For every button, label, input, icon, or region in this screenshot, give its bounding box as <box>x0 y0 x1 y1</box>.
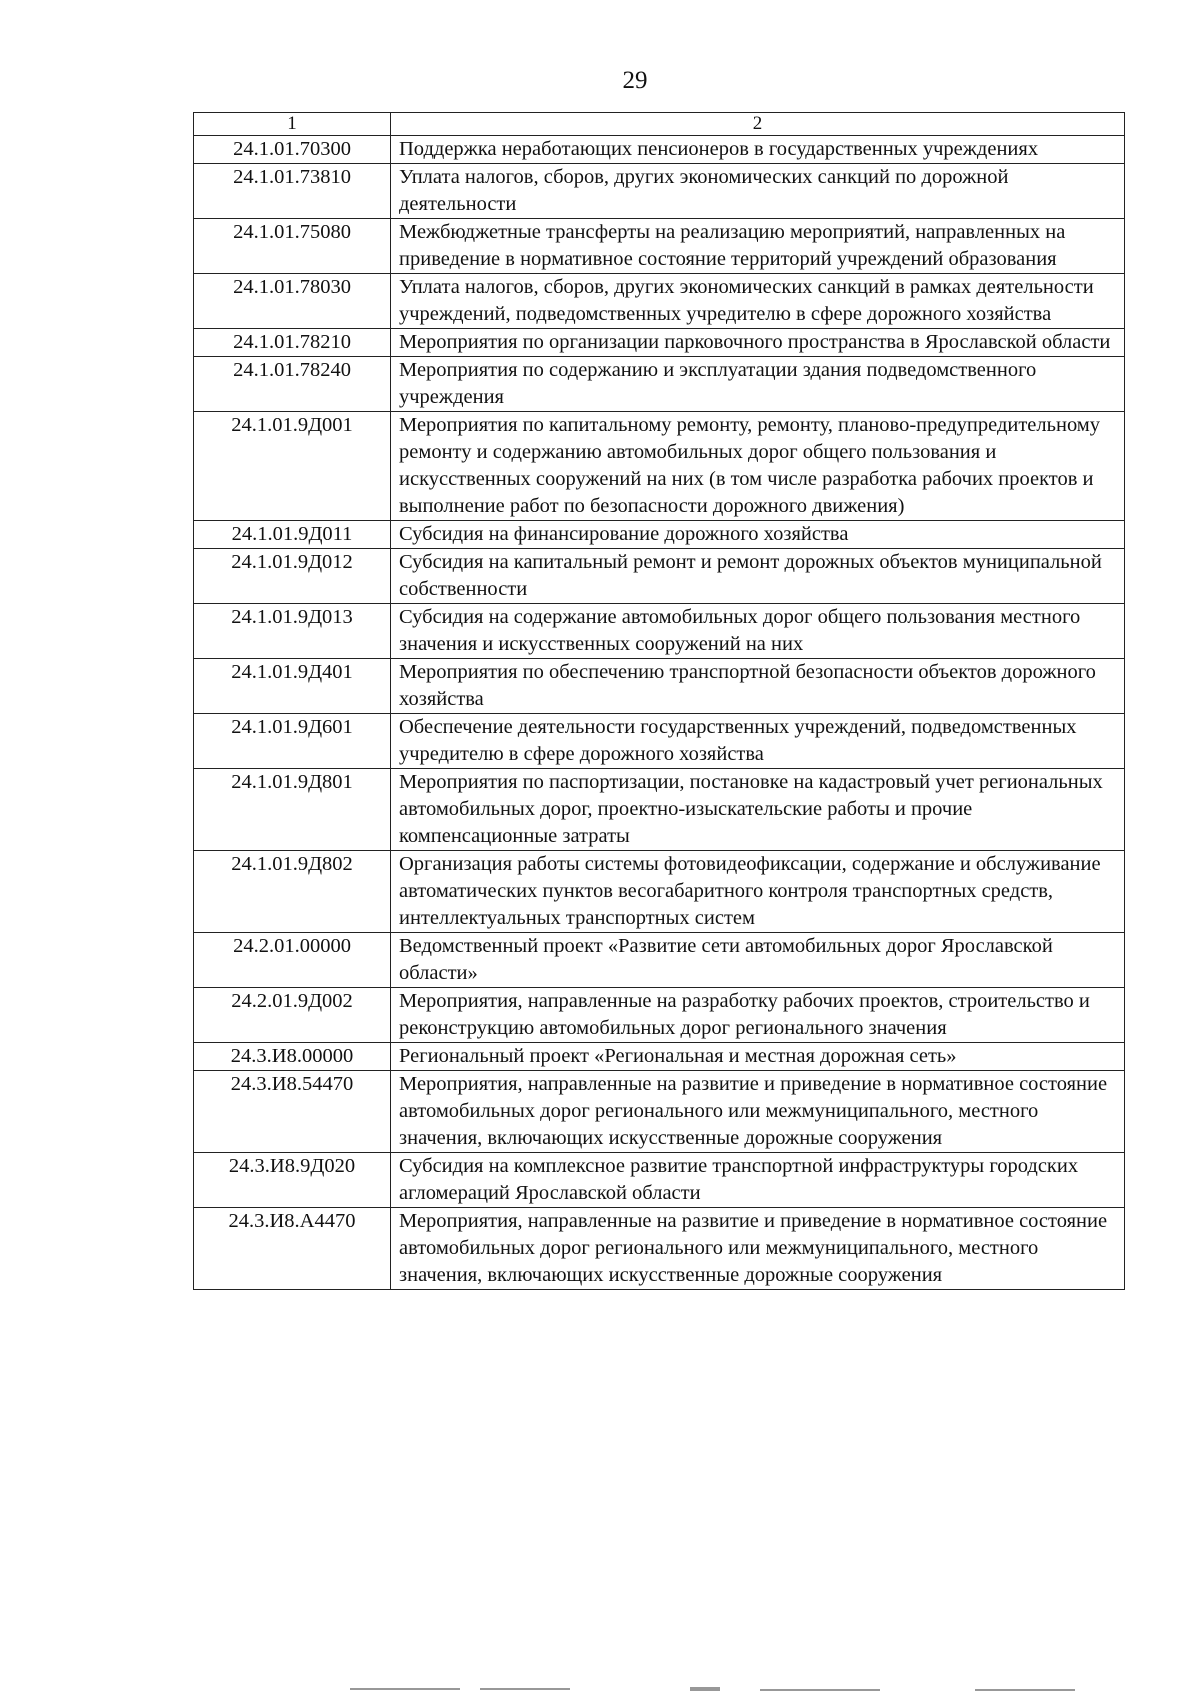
row-description: Мероприятия по организации парковочного пространства в Ярославской области <box>391 329 1125 357</box>
table-row <box>194 659 1125 714</box>
table-row <box>194 136 1125 164</box>
row-code: 24.3.И8.А4470 <box>194 1208 391 1290</box>
row-code: 24.3.И8.9Д020 <box>194 1153 391 1208</box>
row-code: 24.1.01.78210 <box>194 329 391 357</box>
row-description: Обеспечение деятельности государственных учреждений, подведомственных учредителю в сфере дорожного хозяйства <box>391 714 1125 769</box>
row-code: 24.3.И8.54470 <box>194 1071 391 1153</box>
row-code: 24.1.01.9Д001 <box>194 412 391 521</box>
table-header <box>194 113 1125 136</box>
row-description: Межбюджетные трансферты на реализацию мероприятий, направленных на приведение в нормативное состояние территорий учреждений образования <box>391 219 1125 274</box>
column-header-2: 2 <box>391 113 1125 136</box>
table-row <box>194 329 1125 357</box>
scan-artifact <box>690 1687 720 1691</box>
table-row <box>194 933 1125 988</box>
row-description: Субсидия на финансирование дорожного хозяйства <box>391 521 1125 549</box>
table-row <box>194 988 1125 1043</box>
table-body <box>194 136 1125 1290</box>
row-code: 24.1.01.78240 <box>194 357 391 412</box>
row-code: 24.1.01.9Д802 <box>194 851 391 933</box>
row-code: 24.1.01.9Д012 <box>194 549 391 604</box>
row-code: 24.3.И8.00000 <box>194 1043 391 1071</box>
row-description: Субсидия на капитальный ремонт и ремонт дорожных объектов муниципальной собственности <box>391 549 1125 604</box>
row-code: 24.1.01.9Д013 <box>194 604 391 659</box>
row-description: Мероприятия, направленные на развитие и приведение в нормативное состояние автомобильных дорог регионального или межмуниципального, местного значения, включающих искусственные дорожные сооружения <box>391 1071 1125 1153</box>
row-description: Субсидия на содержание автомобильных дорог общего пользования местного значения и искусственных сооружений на них <box>391 604 1125 659</box>
table-row <box>194 357 1125 412</box>
table-row <box>194 412 1125 521</box>
table-row <box>194 164 1125 219</box>
row-description: Уплата налогов, сборов, других экономических санкций в рамках деятельности учреждений, подведомственных учредителю в сфере дорожного хозяйства <box>391 274 1125 329</box>
row-description: Мероприятия, направленные на разработку рабочих проектов, строительство и реконструкцию автомобильных дорог регионального значения <box>391 988 1125 1043</box>
row-code: 24.1.01.75080 <box>194 219 391 274</box>
classification-table <box>193 112 1125 1290</box>
table-row <box>194 769 1125 851</box>
table-row <box>194 1043 1125 1071</box>
table-row <box>194 274 1125 329</box>
row-code: 24.1.01.70300 <box>194 136 391 164</box>
row-code: 24.2.01.9Д002 <box>194 988 391 1043</box>
column-header-1: 1 <box>194 113 391 136</box>
scan-artifact <box>760 1689 880 1691</box>
table-row <box>194 1208 1125 1290</box>
table-row <box>194 851 1125 933</box>
row-description: Ведомственный проект «Развитие сети автомобильных дорог Ярославской области» <box>391 933 1125 988</box>
row-description: Организация работы системы фотовидеофиксации, содержание и обслуживание автоматических пунктов весогабаритного контроля транспортных средств, интеллектуальных транспортных систем <box>391 851 1125 933</box>
row-description: Мероприятия по капитальному ремонту, ремонту, планово-предупредительному ремонту и содержанию автомобильных дорог общего пользования и искусственных сооружений на них (в том числе разработка рабочих проектов и выполнение работ по безопасности дорожного движения) <box>391 412 1125 521</box>
row-code: 24.1.01.73810 <box>194 164 391 219</box>
page-number: 29 <box>622 67 648 94</box>
table-row <box>194 714 1125 769</box>
row-code: 24.1.01.9Д401 <box>194 659 391 714</box>
scan-artifact <box>480 1688 570 1690</box>
scan-artifact <box>975 1689 1075 1691</box>
table-row <box>194 1071 1125 1153</box>
row-description: Субсидия на комплексное развитие транспортной инфраструктуры городских агломераций Ярославской области <box>391 1153 1125 1208</box>
row-description: Мероприятия по содержанию и эксплуатации здания подведомственного учреждения <box>391 357 1125 412</box>
table-row <box>194 219 1125 274</box>
row-description: Поддержка неработающих пенсионеров в государственных учреждениях <box>391 136 1125 164</box>
row-code: 24.1.01.78030 <box>194 274 391 329</box>
row-description: Мероприятия, направленные на развитие и приведение в нормативное состояние автомобильных дорог регионального или межмуниципального, местного значения, включающих искусственные дорожные сооружения <box>391 1208 1125 1290</box>
table-row <box>194 521 1125 549</box>
header-row <box>194 113 1125 136</box>
row-code: 24.1.01.9Д601 <box>194 714 391 769</box>
row-code: 24.2.01.00000 <box>194 933 391 988</box>
table-row <box>194 604 1125 659</box>
scan-artifact <box>350 1688 460 1690</box>
row-description: Мероприятия по обеспечению транспортной безопасности объектов дорожного хозяйства <box>391 659 1125 714</box>
row-description: Мероприятия по паспортизации, постановке на кадастровый учет региональных автомобильных дорог, проектно-изыскательские работы и прочие компенсационные затраты <box>391 769 1125 851</box>
row-code: 24.1.01.9Д011 <box>194 521 391 549</box>
table-row <box>194 549 1125 604</box>
row-description: Региональный проект «Региональная и местная дорожная сеть» <box>391 1043 1125 1071</box>
table-row <box>194 1153 1125 1208</box>
row-description: Уплата налогов, сборов, других экономических санкций по дорожной деятельности <box>391 164 1125 219</box>
row-code: 24.1.01.9Д801 <box>194 769 391 851</box>
